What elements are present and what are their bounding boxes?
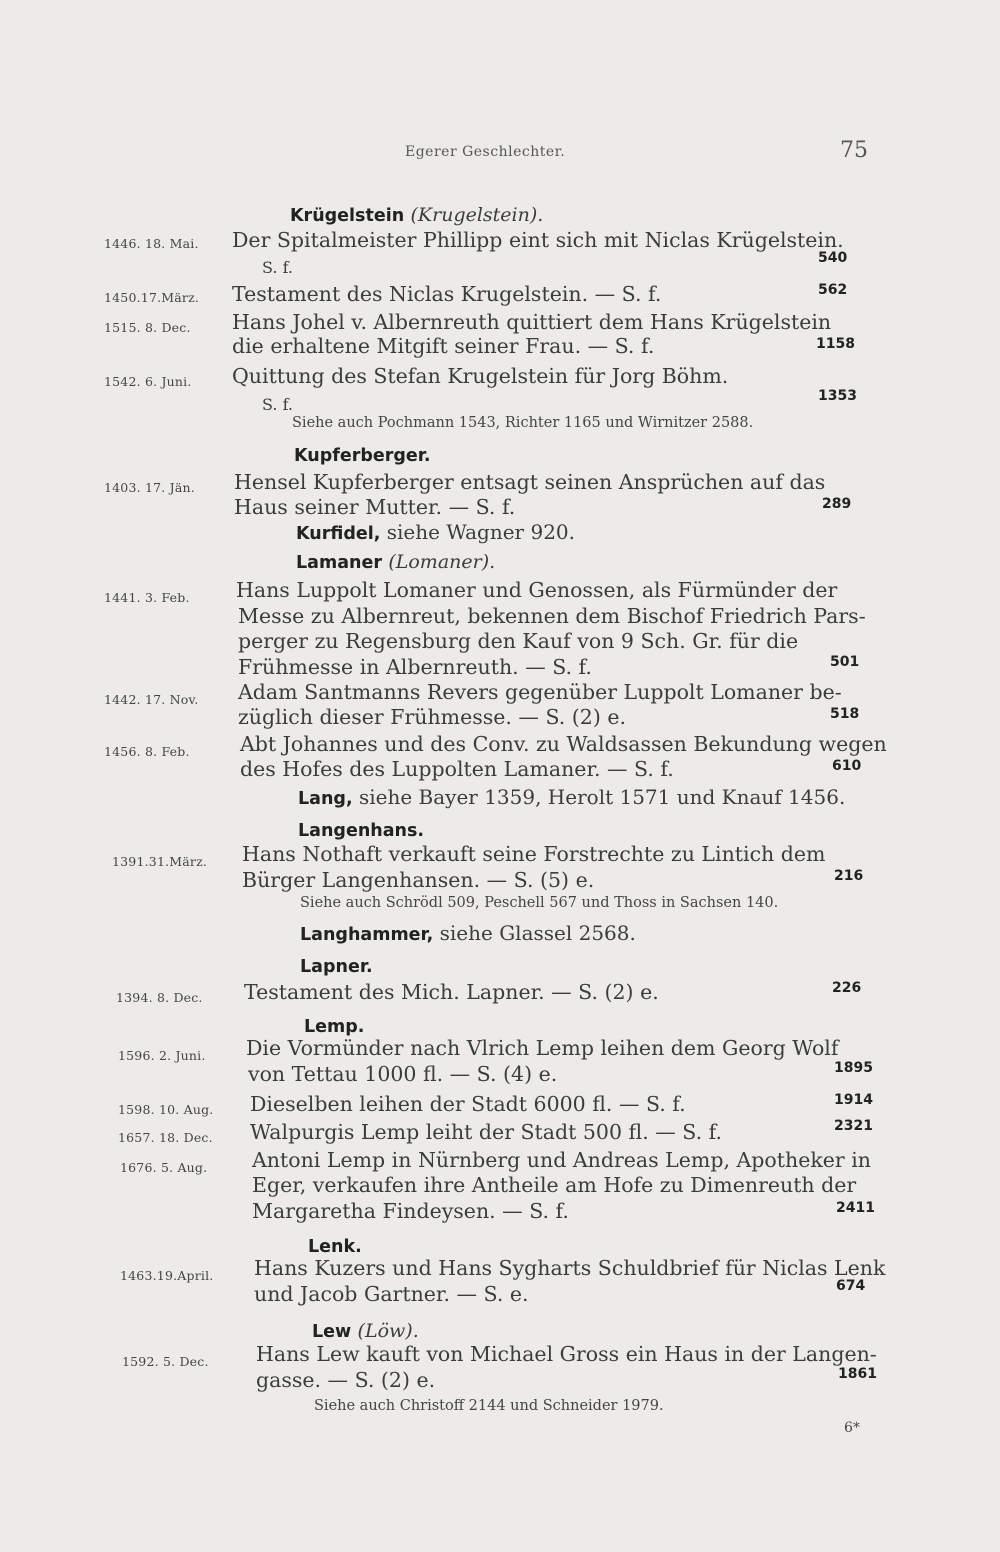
section-heading-langhammer [300, 921, 636, 945]
heading-name: Lenk. [308, 1237, 362, 1257]
heading-see-reference: siehe Wagner 920. [386, 520, 575, 544]
section-heading-lenk [308, 1233, 362, 1257]
heading-name: Kurfidel, [296, 524, 381, 544]
entry-text-line: von Tettau 1000 fl. — S. (4) e. [248, 1062, 558, 1086]
entry-text-line: Antoni Lemp in Nürnberg und Andreas Lemp, Apotheker in [252, 1148, 871, 1172]
entry-date: 1446. 18. Mai. [104, 236, 199, 251]
entry-number: 610 [832, 758, 862, 774]
heading-name: Lew [312, 1322, 352, 1342]
entry-text-line: Quittung des Stefan Krugelstein für Jorg Böhm. [232, 364, 729, 388]
heading-name: Langhammer, [300, 925, 434, 945]
entry-date: 1394. 8. Dec. [116, 990, 203, 1005]
entry-date: 1596. 2. Juni. [118, 1048, 206, 1063]
entry-date: 1657. 18. Dec. [118, 1130, 213, 1145]
entry-text-line: des Hofes des Luppolten Lamaner. — S. f. [240, 757, 674, 781]
heading-name: Lang, [298, 789, 353, 809]
entry-date: 1515. 8. Dec. [104, 320, 191, 335]
entry-text-line: Testament des Niclas Krugelstein. — S. f. [232, 282, 662, 306]
entry-text-line: Hans Johel v. Albernreuth quittiert dem Hans Krügelstein [232, 310, 832, 334]
entry-date: 1442. 17. Nov. [104, 692, 199, 707]
entry-text-line: Hans Kuzers und Hans Sygharts Schuldbrief für Niclas Lenk [254, 1256, 886, 1280]
entry-date: 1592. 5. Dec. [122, 1354, 209, 1369]
entry-text-line: Hans Lew kauft von Michael Gross ein Haus in der Langen- [256, 1342, 877, 1366]
entry-text-line: und Jacob Gartner. — S. e. [254, 1282, 529, 1306]
entry-text-line: Abt Johannes und des Conv. zu Waldsassen Bekundung wegen [240, 732, 887, 756]
entry-text-line: Haus seiner Mutter. — S. f. [234, 495, 516, 519]
entry-text-line: Bürger Langenhansen. — S. (5) e. [242, 868, 595, 892]
section-heading-lemp [304, 1013, 364, 1037]
section-heading-langenhans [298, 817, 424, 841]
entry-number: 518 [830, 706, 860, 722]
heading-name: Krügelstein [290, 206, 405, 226]
entry-text-line: Hans Nothaft verkauft seine Forstrechte zu Lintich dem [242, 842, 826, 866]
entry-date: 1450.17.März. [104, 290, 200, 305]
entry-text-line: Dieselben leihen der Stadt 6000 fl. — S. f. [250, 1092, 686, 1116]
entry-date: 1463.19.April. [120, 1268, 214, 1283]
entry-text-line: Hans Luppolt Lomaner und Genossen, als Fürmünder der [236, 578, 838, 602]
entry-date: 1441. 3. Feb. [104, 590, 190, 605]
entry-date: 1391.31.März. [112, 854, 208, 869]
page-number: 75 [840, 138, 868, 163]
entry-text-line: perger zu Regensburg den Kauf von 9 Sch. Gr. für die [238, 629, 799, 653]
heading-name: Lemp. [304, 1017, 365, 1037]
heading-name: Lapner. [300, 957, 373, 977]
cross-reference-note: Siehe auch Christoff 2144 und Schneider 1979. [314, 1398, 664, 1414]
entry-text-line: Messe zu Albernreut, bekennen dem Bischof Friedrich Pars- [238, 604, 866, 628]
section-heading-kurfidel [296, 520, 575, 544]
entry-number: 226 [832, 980, 862, 996]
entry-text-line: Adam Santmanns Revers gegenüber Luppolt Lomaner be- [238, 680, 842, 704]
entry-number: 501 [830, 654, 860, 670]
entry-text-line: gasse. — S. (2) e. [256, 1368, 436, 1392]
heading-see-reference: siehe Bayer 1359, Herolt 1571 und Knauf 1456. [358, 785, 846, 809]
heading-name: Lamaner [296, 553, 382, 573]
entry-number: 289 [822, 496, 852, 512]
heading-name: Kupferberger. [294, 446, 431, 466]
section-heading-lamaner [296, 549, 495, 573]
entry-text-line: züglich dieser Frühmesse. — S. (2) e. [238, 705, 626, 729]
section-heading-lang [298, 785, 845, 809]
entry-number: 1158 [816, 336, 855, 352]
running-title: Egerer Geschlechter. [405, 144, 566, 160]
cross-reference-note: Siehe auch Schrödl 509, Peschell 567 und Thoss in Sachsen 140. [300, 895, 779, 911]
entry-text-line: die erhaltene Mitgift seiner Frau. — S. f. [232, 334, 655, 358]
entry-text-line: Der Spitalmeister Phillipp eint sich mit Niclas Krügelstein. [232, 228, 844, 252]
entry-number: 674 [836, 1278, 866, 1294]
entry-date: 1542. 6. Juni. [104, 374, 192, 389]
heading-name: Langenhans. [298, 821, 425, 841]
entry-number: 562 [818, 282, 848, 298]
heading-variant: (Lomaner). [388, 551, 496, 573]
entry-text-line: Testament des Mich. Lapner. — S. (2) e. [244, 980, 659, 1004]
entry-number: 216 [834, 868, 864, 884]
entry-date: 1598. 10. Aug. [118, 1102, 214, 1117]
section-heading-kupferberger [294, 442, 431, 466]
entry-text-line: Hensel Kupferberger entsagt seinen Ansprüchen auf das [234, 470, 826, 494]
entry-text-line: Eger, verkaufen ihre Antheile am Hofe zu Dimenreuth der [252, 1173, 857, 1197]
entry-text-line: S. f. [262, 395, 293, 414]
heading-variant: (Krugelstein). [410, 204, 544, 226]
entry-text-line: S. f. [262, 258, 293, 277]
section-heading-lapner [300, 953, 373, 977]
section-heading-kruegelstein [290, 202, 543, 226]
entry-number: 2411 [836, 1200, 875, 1216]
signature-mark: 6* [844, 1420, 860, 1436]
entry-number: 1914 [834, 1092, 873, 1108]
entry-number: 1353 [818, 388, 857, 404]
heading-variant: (Löw). [357, 1320, 419, 1342]
heading-see-reference: siehe Glassel 2568. [439, 921, 636, 945]
entry-number: 540 [818, 250, 848, 266]
entry-text-line: Margaretha Findeysen. — S. f. [252, 1199, 569, 1223]
entry-number: 2321 [834, 1118, 873, 1134]
entry-number: 1895 [834, 1060, 873, 1076]
entry-date: 1403. 17. Jän. [104, 480, 195, 495]
entry-text-line: Frühmesse in Albernreuth. — S. f. [238, 655, 592, 679]
entry-number: 1861 [838, 1366, 877, 1382]
entry-text-line: Die Vormünder nach Vlrich Lemp leihen dem Georg Wolf [246, 1036, 839, 1060]
entry-date: 1456. 8. Feb. [104, 744, 190, 759]
entry-text-line: Walpurgis Lemp leiht der Stadt 500 fl. — S. f. [250, 1120, 722, 1144]
cross-reference-note: Siehe auch Pochmann 1543, Richter 1165 und Wirnitzer 2588. [292, 415, 754, 431]
section-heading-lew [312, 1318, 419, 1342]
page-header [0, 138, 1000, 168]
entry-date: 1676. 5. Aug. [120, 1160, 208, 1175]
